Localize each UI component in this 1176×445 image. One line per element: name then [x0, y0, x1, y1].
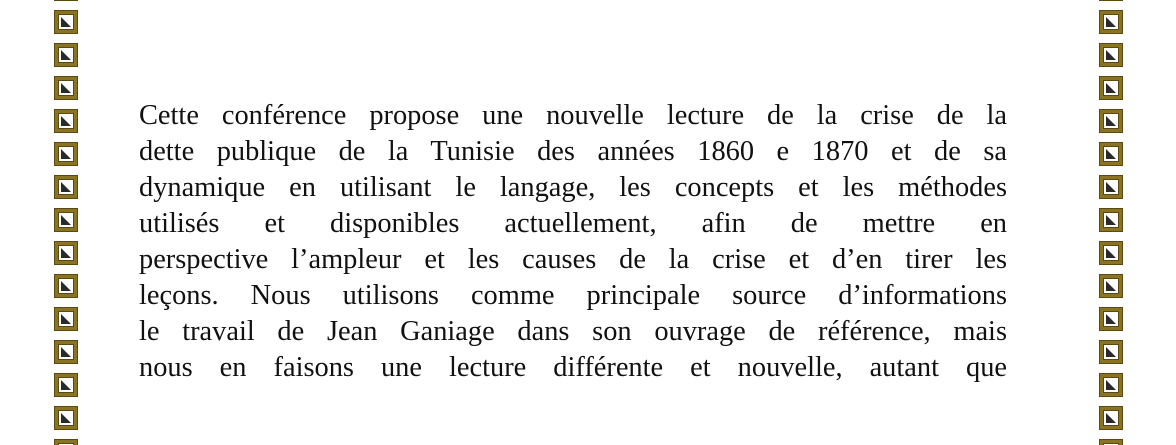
- square-bullet-ornament-icon: [54, 340, 78, 364]
- paragraph-line: le travail de Jean Ganiage dans son ouvrage de référence, mais: [139, 316, 1007, 347]
- square-bullet-ornament-icon: [1099, 142, 1123, 166]
- body-paragraph: [139, 98, 1007, 386]
- paragraph-line: dette publique de la Tunisie des années 1860 e 1870 et de sa: [139, 136, 1007, 167]
- paragraph-line: dynamique en utilisant le langage, les concepts et les méthodes: [139, 172, 1007, 203]
- square-bullet-ornament-icon: [1099, 109, 1123, 133]
- paragraph-line: nous en faisons une lecture différente et nouvelle, autant que: [139, 352, 1007, 383]
- square-bullet-ornament-icon: [54, 142, 78, 166]
- square-bullet-ornament-icon: [54, 307, 78, 331]
- square-bullet-ornament-icon: [54, 109, 78, 133]
- square-bullet-ornament-icon: [54, 406, 78, 430]
- square-bullet-ornament-icon: [54, 208, 78, 232]
- square-bullet-ornament-icon: [1099, 43, 1123, 67]
- square-bullet-ornament-icon: [1099, 10, 1123, 34]
- square-bullet-ornament-icon: [1099, 406, 1123, 430]
- square-bullet-ornament-icon: [1099, 340, 1123, 364]
- right-ornament-border: [1099, 0, 1125, 445]
- square-bullet-ornament-icon: [54, 439, 78, 445]
- square-bullet-ornament-icon: [1099, 274, 1123, 298]
- square-bullet-ornament-icon: [54, 10, 78, 34]
- paragraph-line: Cette conférence propose une nouvelle lecture de la crise de la: [139, 100, 1007, 131]
- square-bullet-ornament-icon: [54, 0, 78, 1]
- square-bullet-ornament-icon: [1099, 175, 1123, 199]
- square-bullet-ornament-icon: [54, 241, 78, 265]
- square-bullet-ornament-icon: [1099, 307, 1123, 331]
- square-bullet-ornament-icon: [54, 274, 78, 298]
- square-bullet-ornament-icon: [1099, 76, 1123, 100]
- square-bullet-ornament-icon: [1099, 439, 1123, 445]
- square-bullet-ornament-icon: [54, 76, 78, 100]
- square-bullet-ornament-icon: [1099, 0, 1123, 1]
- square-bullet-ornament-icon: [54, 175, 78, 199]
- paragraph-line: utilisés et disponibles actuellement, afin de mettre en: [139, 208, 1007, 239]
- paragraph-line: leçons. Nous utilisons comme principale source d’informations: [139, 280, 1007, 311]
- square-bullet-ornament-icon: [1099, 241, 1123, 265]
- square-bullet-ornament-icon: [1099, 208, 1123, 232]
- square-bullet-ornament-icon: [54, 373, 78, 397]
- left-ornament-border: [54, 0, 80, 445]
- paragraph-line: perspective l’ampleur et les causes de la crise et d’en tirer les: [139, 244, 1007, 275]
- square-bullet-ornament-icon: [54, 43, 78, 67]
- square-bullet-ornament-icon: [1099, 373, 1123, 397]
